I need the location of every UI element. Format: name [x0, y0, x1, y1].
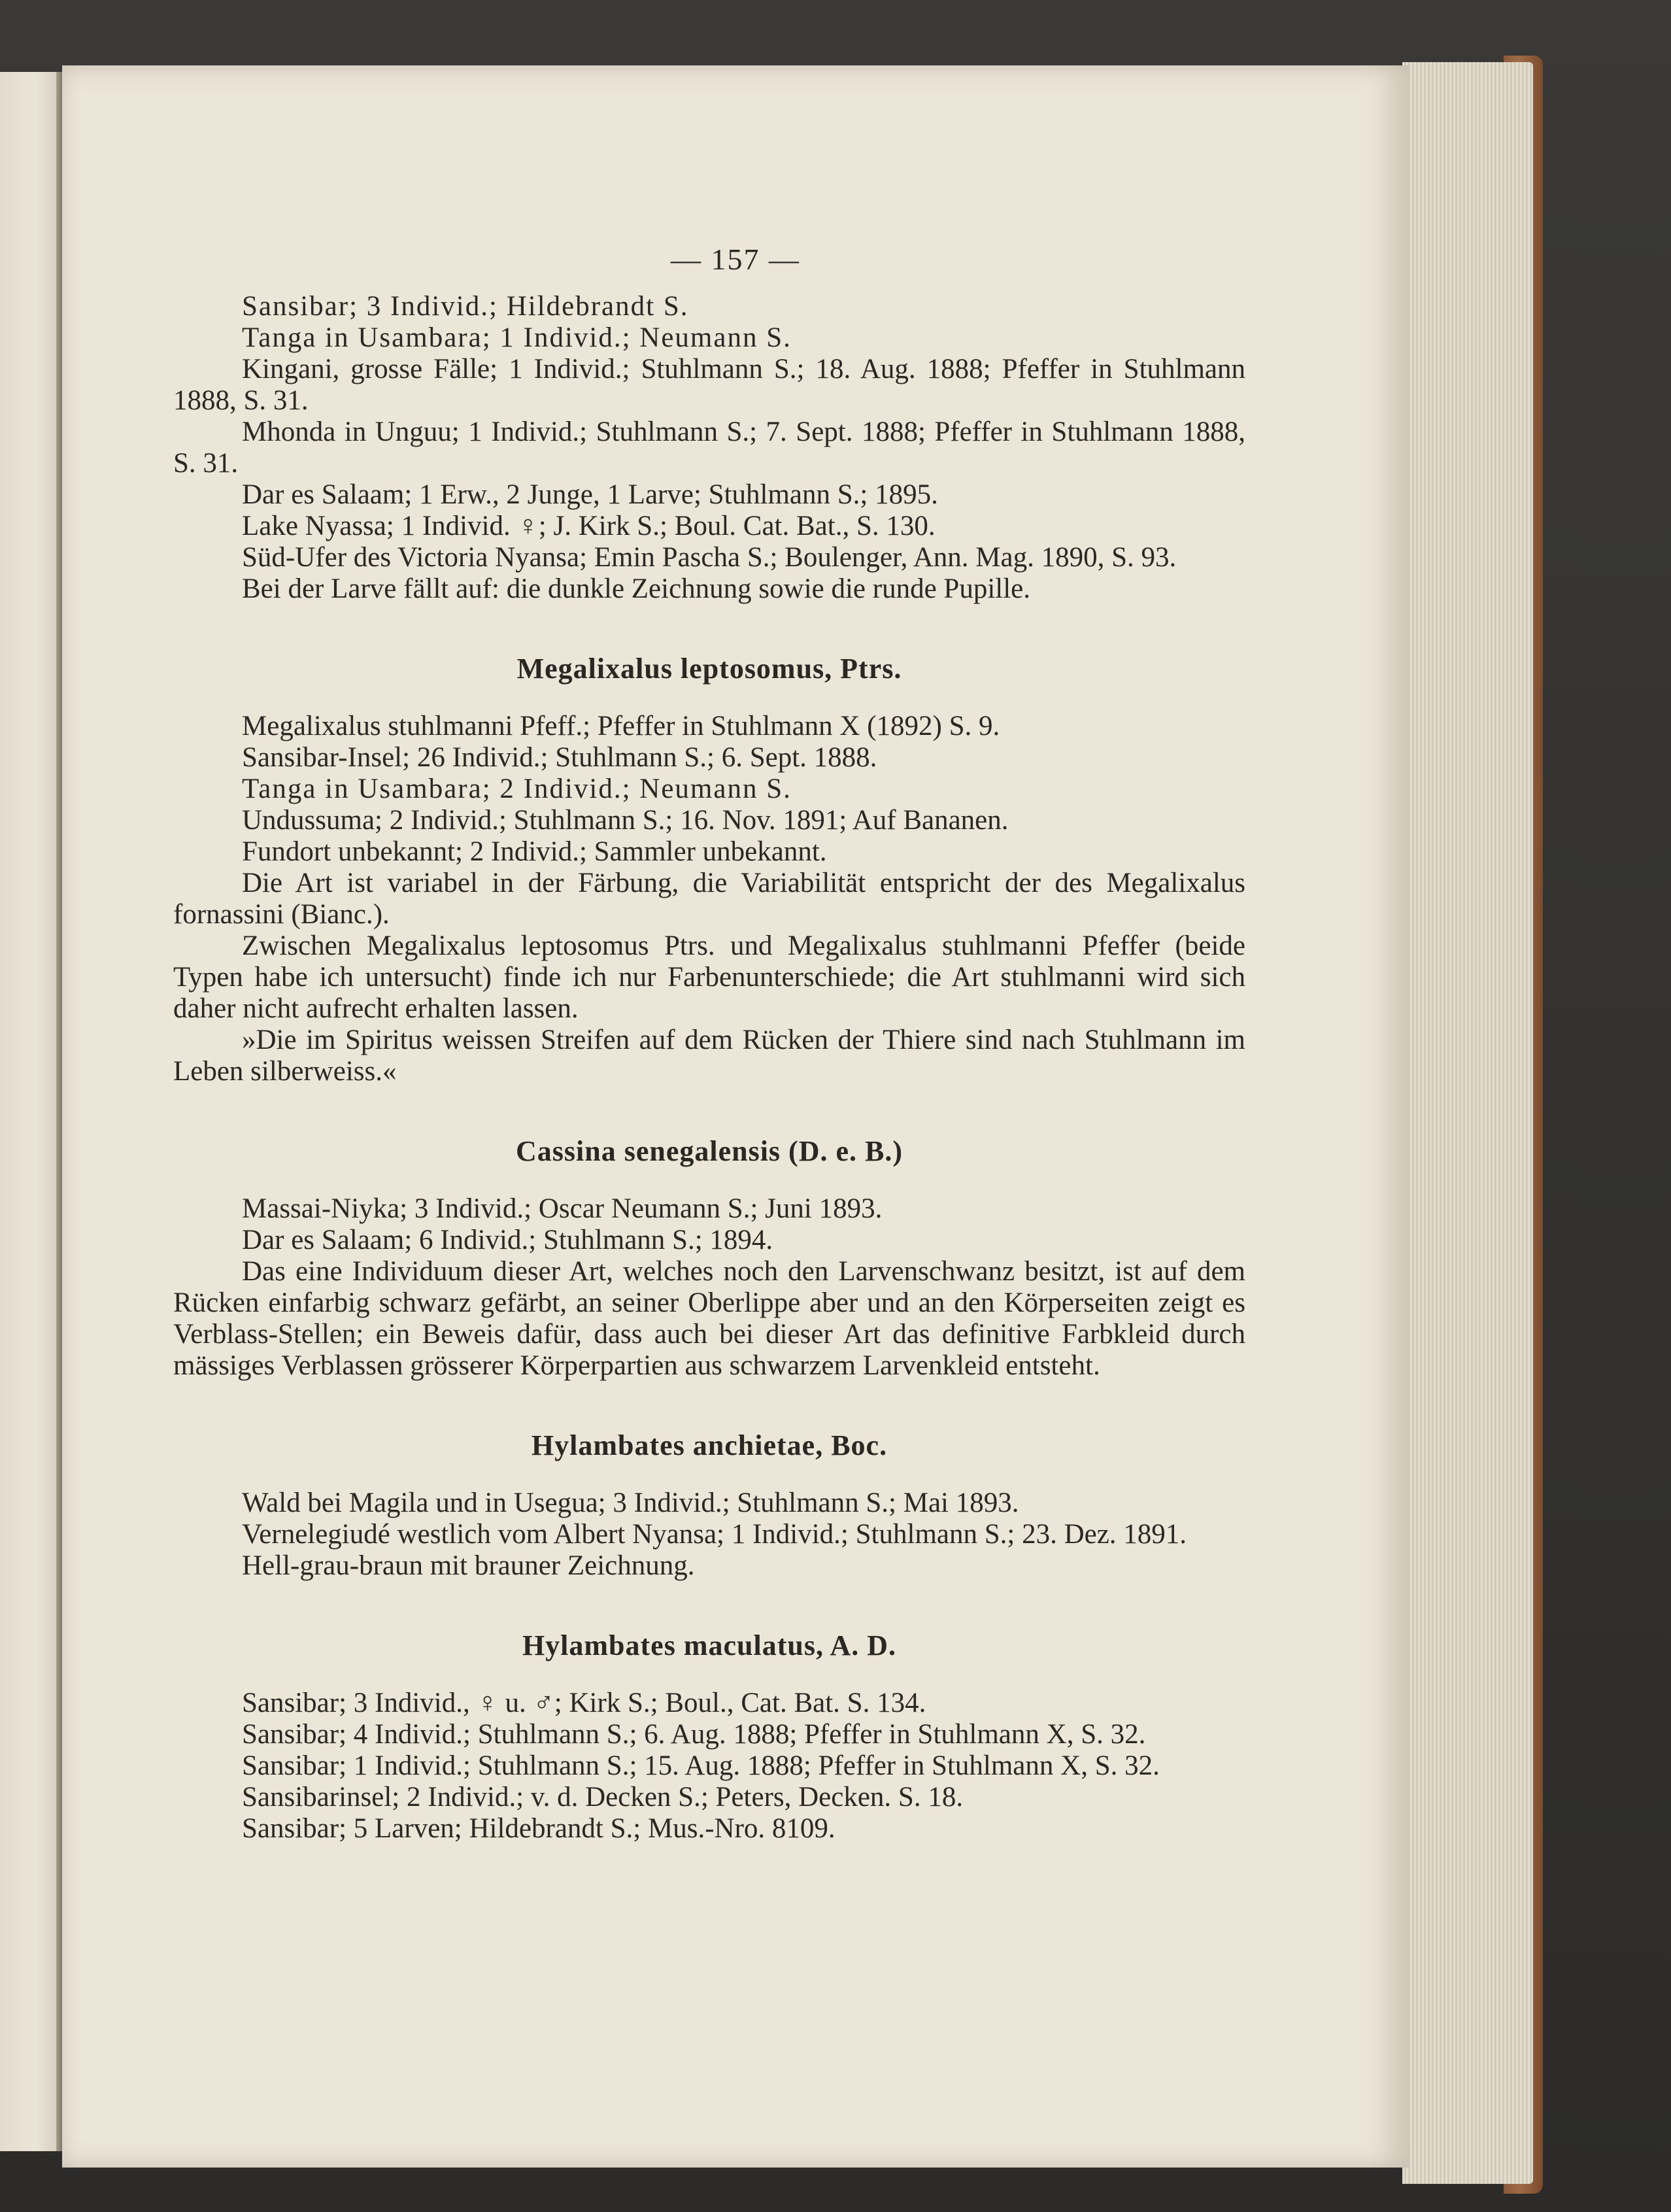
paragraph: Sansibar; 3 Individ., ♀ u. ♂; Kirk S.; Boul., Cat. Bat. S. 134.: [242, 1688, 926, 1718]
paragraph: Hell-grau-braun mit brauner Zeichnung.: [242, 1550, 695, 1581]
paragraph: Kingani, grosse Fälle; 1 Individ.; Stuhlmann S.; 18. Aug. 1888; Pfeffer in Stuhlmann 1888, S. 31.: [173, 354, 1245, 416]
paragraph: Sansibar-Insel; 26 Individ.; Stuhlmann S.; 6. Sept. 1888.: [242, 742, 877, 773]
paragraph: Das eine Individuum dieser Art, welches noch den Larvenschwanz besitzt, ist auf dem Rücken einfarbig schwarz gefärbt, an seiner Oberlippe aber und an den Körperseiten zeigt es Verblass-Stellen; ein Beweis dafür, dass auch bei dieser Art das definitive Farbkleid durch mässiges Verblassen grösserer Körperpartien aus schwarzem Larvenkleid entsteht.: [173, 1256, 1245, 1381]
species-heading: Megalixalus leptosomus, Ptrs.: [516, 653, 902, 685]
species-heading: Hylambates anchietae, Boc.: [531, 1429, 888, 1461]
paragraph: Süd-Ufer des Victoria Nyansa; Emin Pascha S.; Boulenger, Ann. Mag. 1890, S. 93.: [242, 542, 1177, 573]
section-cassina-senegalensis: [173, 1136, 1245, 1382]
paragraph: Dar es Salaam; 6 Individ.; Stuhlmann S.; 1894.: [242, 1225, 773, 1255]
paragraph: Sansibar; 5 Larven; Hildebrandt S.; Mus.-Nro. 8109.: [242, 1813, 836, 1844]
paragraph: Vernelegiudé westlich vom Albert Nyansa; 1 Individ.; Stuhlmann S.; 23. Dez. 1891.: [242, 1519, 1187, 1550]
page-stack: [1402, 62, 1533, 2184]
section-continuation: [173, 291, 1245, 605]
species-heading: Cassina senegalensis (D. e. B.): [515, 1135, 903, 1167]
section-megalixalus-leptosomus: [173, 653, 1245, 1087]
paragraph: Sansibar; 3 Individ.; Hildebrandt S.: [242, 291, 689, 322]
paragraph: Sansibarinsel; 2 Individ.; v. d. Decken S.; Peters, Decken. S. 18.: [242, 1782, 964, 1812]
paragraph: Bei der Larve fällt auf: die dunkle Zeichnung sowie die runde Pupille.: [242, 573, 1031, 604]
paragraph: Megalixalus stuhlmanni Pfeff.; Pfeffer in Stuhlmann X (1892) S. 9.: [242, 711, 1000, 741]
species-heading: Hylambates maculatus, A. D.: [522, 1629, 897, 1661]
paragraph: Undussuma; 2 Individ.; Stuhlmann S.; 16. Nov. 1891; Auf Bananen.: [242, 805, 1009, 836]
paragraph: Die Art ist variabel in der Färbung, die Variabilität entspricht der des Megalixalus fornassini (Bianc.).: [173, 868, 1245, 930]
paragraph: Sansibar; 1 Individ.; Stuhlmann S.; 15. Aug. 1888; Pfeffer in Stuhlmann X, S. 32.: [242, 1750, 1160, 1781]
page-number: — 157 —: [671, 243, 800, 276]
paragraph: Tanga in Usambara; 1 Individ.; Neumann S.: [242, 322, 792, 353]
text-block: [173, 291, 1245, 1845]
paragraph: Tanga in Usambara; 2 Individ.; Neumann S.: [242, 774, 792, 804]
paragraph: Wald bei Magila und in Usegua; 3 Individ.; Stuhlmann S.; Mai 1893.: [242, 1488, 1019, 1518]
paragraph: Zwischen Megalixalus leptosomus Ptrs. und Megalixalus stuhlmanni Pfeffer (beide Typen habe ich untersucht) finde ich nur Farbenunterschiede; die Art stuhlmanni wird sich daher nicht aufrecht erhalten lassen.: [173, 930, 1245, 1024]
section-hylambates-maculatus: [173, 1630, 1245, 1845]
paragraph: »Die im Spiritus weissen Streifen auf dem Rücken der Thiere sind nach Stuhlmann im Leben silberweiss.«: [173, 1025, 1245, 1087]
left-page-edge: [0, 72, 61, 2151]
paragraph: Mhonda in Unguu; 1 Individ.; Stuhlmann S.; 7. Sept. 1888; Pfeffer in Stuhlmann 1888, S. 31.: [173, 417, 1245, 479]
paragraph: Sansibar; 4 Individ.; Stuhlmann S.; 6. Aug. 1888; Pfeffer in Stuhlmann X, S. 32.: [242, 1719, 1146, 1750]
paragraph: Lake Nyassa; 1 Individ. ♀; J. Kirk S.; Boul. Cat. Bat., S. 130.: [242, 511, 936, 541]
section-hylambates-anchietae: [173, 1430, 1245, 1582]
book-page: [62, 65, 1409, 2168]
paragraph: Dar es Salaam; 1 Erw., 2 Junge, 1 Larve; Stuhlmann S.; 1895.: [242, 479, 938, 510]
paragraph: Massai-Niyka; 3 Individ.; Oscar Neumann S.; Juni 1893.: [242, 1193, 883, 1224]
paragraph: Fundort unbekannt; 2 Individ.; Sammler unbekannt.: [242, 836, 827, 867]
